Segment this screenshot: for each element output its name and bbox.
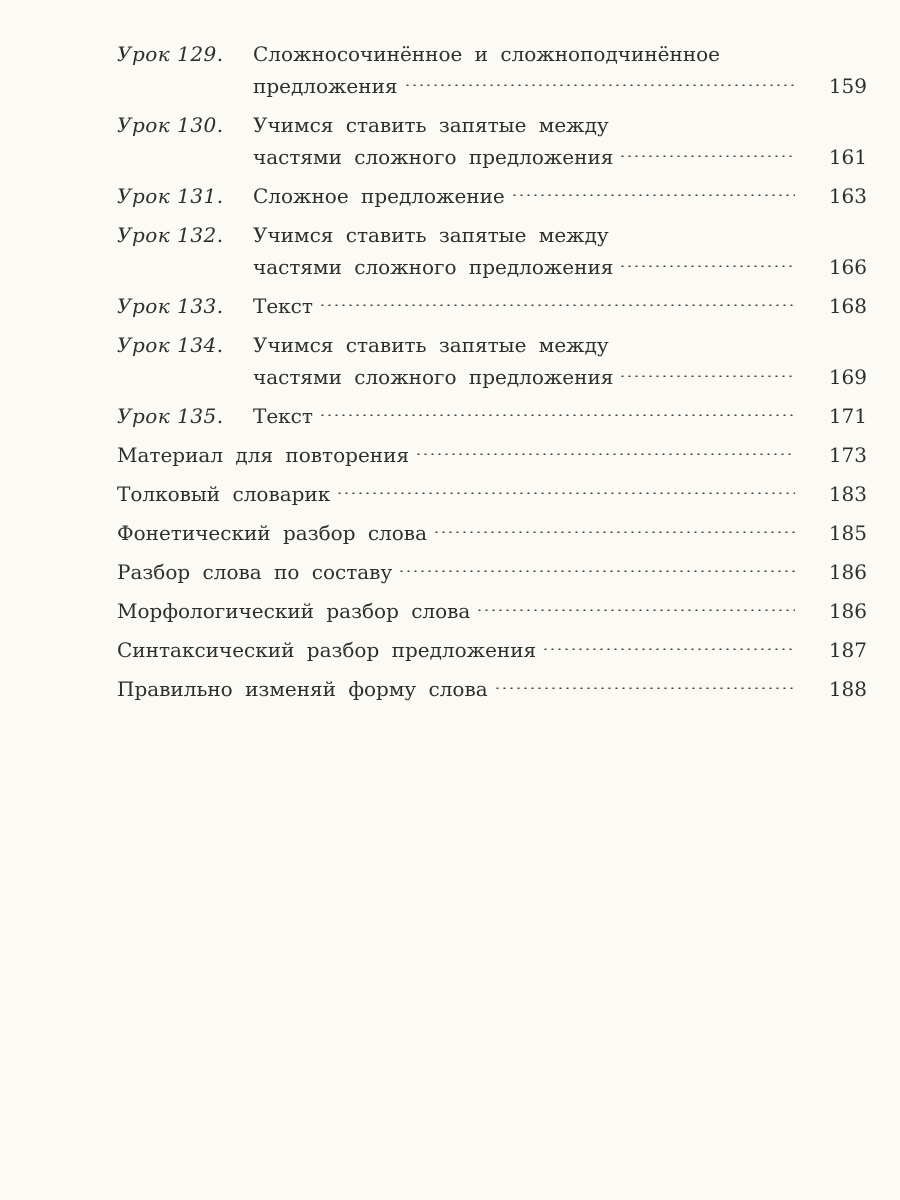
toc-entry xyxy=(117,634,867,666)
page-number: 183 xyxy=(828,482,867,506)
title-wrap xyxy=(253,113,867,137)
entry-title: Синтаксический разбор предложения xyxy=(117,638,537,662)
dot-leader xyxy=(511,194,795,196)
dot-leader xyxy=(336,492,795,494)
toc-entry xyxy=(117,109,867,173)
entry-title: частями сложного предложения xyxy=(253,255,614,279)
toc-entry xyxy=(117,400,867,432)
toc-line xyxy=(117,329,867,361)
toc-line xyxy=(117,400,867,432)
toc-entry xyxy=(117,290,867,322)
entry-title: Морфологический разбор слова xyxy=(117,599,471,623)
toc-line xyxy=(117,180,867,212)
toc-line xyxy=(117,141,867,173)
toc-entry xyxy=(117,38,867,102)
toc-line xyxy=(117,290,867,322)
page-number: 186 xyxy=(828,560,867,584)
dot-leader xyxy=(415,453,795,455)
title-wrap xyxy=(117,599,867,623)
toc-entry xyxy=(117,439,867,471)
title-wrap xyxy=(253,42,867,66)
toc-line xyxy=(117,70,867,102)
dot-leader xyxy=(319,304,795,306)
entry-title: частями сложного предложения xyxy=(253,365,614,389)
lesson-label: Урок 135. xyxy=(117,404,224,428)
toc-entry xyxy=(117,556,867,588)
page-number: 186 xyxy=(828,599,867,623)
page-number: 188 xyxy=(828,677,867,701)
dot-leader xyxy=(476,609,795,611)
lesson-label: Урок 129. xyxy=(117,42,224,66)
page-number: 159 xyxy=(828,74,867,98)
dot-leader xyxy=(398,570,795,572)
toc-line xyxy=(117,38,867,70)
dot-leader xyxy=(542,648,795,650)
toc-line xyxy=(117,361,867,393)
lesson-label: Урок 133. xyxy=(117,294,224,318)
toc-line xyxy=(117,219,867,251)
toc-line xyxy=(117,673,867,705)
toc-line xyxy=(117,517,867,549)
toc-line xyxy=(117,556,867,588)
page-number: 168 xyxy=(828,294,867,318)
title-wrap xyxy=(117,521,867,545)
title-wrap xyxy=(253,404,867,428)
entry-title: Учимся ставить запятые между xyxy=(253,223,609,247)
toc-line xyxy=(117,251,867,283)
entry-title: Разбор слова по составу xyxy=(117,560,393,584)
lesson-label: Урок 134. xyxy=(117,333,224,357)
entry-title: Текст xyxy=(253,294,313,318)
entry-title: Учимся ставить запятые между xyxy=(253,333,609,357)
title-wrap xyxy=(253,255,867,279)
toc-entry xyxy=(117,517,867,549)
page-number: 185 xyxy=(828,521,867,545)
page-number: 173 xyxy=(828,443,867,467)
lesson-label: Урок 131. xyxy=(117,184,224,208)
entry-title: Толковый словарик xyxy=(117,482,331,506)
page-number: 187 xyxy=(828,638,867,662)
title-wrap xyxy=(117,638,867,662)
page-number: 169 xyxy=(828,365,867,389)
toc-line xyxy=(117,634,867,666)
entry-title: Сложносочинённое и сложноподчинённое xyxy=(253,42,721,66)
toc-entry xyxy=(117,180,867,212)
entry-title: предложения xyxy=(253,74,398,98)
page-number: 161 xyxy=(828,145,867,169)
page-number: 171 xyxy=(828,404,867,428)
dot-leader xyxy=(619,155,795,157)
title-wrap xyxy=(117,443,867,467)
table-of-contents xyxy=(117,38,867,712)
title-wrap xyxy=(253,145,867,169)
toc-entry xyxy=(117,478,867,510)
entry-title: Фонетический разбор слова xyxy=(117,521,427,545)
page-number: 166 xyxy=(828,255,867,279)
lesson-label: Урок 132. xyxy=(117,223,224,247)
toc-line xyxy=(117,478,867,510)
dot-leader xyxy=(619,375,795,377)
toc-line xyxy=(117,595,867,627)
entry-title: частями сложного предложения xyxy=(253,145,614,169)
title-wrap xyxy=(253,74,867,98)
dot-leader xyxy=(404,84,795,86)
lesson-label: Урок 130. xyxy=(117,113,224,137)
dot-leader xyxy=(494,687,795,689)
title-wrap xyxy=(253,333,867,357)
dot-leader xyxy=(319,414,795,416)
entry-title: Материал для повторения xyxy=(117,443,410,467)
dot-leader xyxy=(619,265,795,267)
title-wrap xyxy=(253,223,867,247)
title-wrap xyxy=(253,365,867,389)
title-wrap xyxy=(117,560,867,584)
toc-line xyxy=(117,109,867,141)
dot-leader xyxy=(433,531,795,533)
entry-title: Текст xyxy=(253,404,313,428)
toc-entry xyxy=(117,219,867,283)
title-wrap xyxy=(117,482,867,506)
toc-entry xyxy=(117,595,867,627)
page-number: 163 xyxy=(828,184,867,208)
title-wrap xyxy=(253,294,867,318)
toc-entry xyxy=(117,673,867,705)
entry-title: Учимся ставить запятые между xyxy=(253,113,609,137)
title-wrap xyxy=(117,677,867,701)
toc-entry xyxy=(117,329,867,393)
toc-line xyxy=(117,439,867,471)
title-wrap xyxy=(253,184,867,208)
entry-title: Сложное предложение xyxy=(253,184,505,208)
entry-title: Правильно изменяй форму слова xyxy=(117,677,488,701)
